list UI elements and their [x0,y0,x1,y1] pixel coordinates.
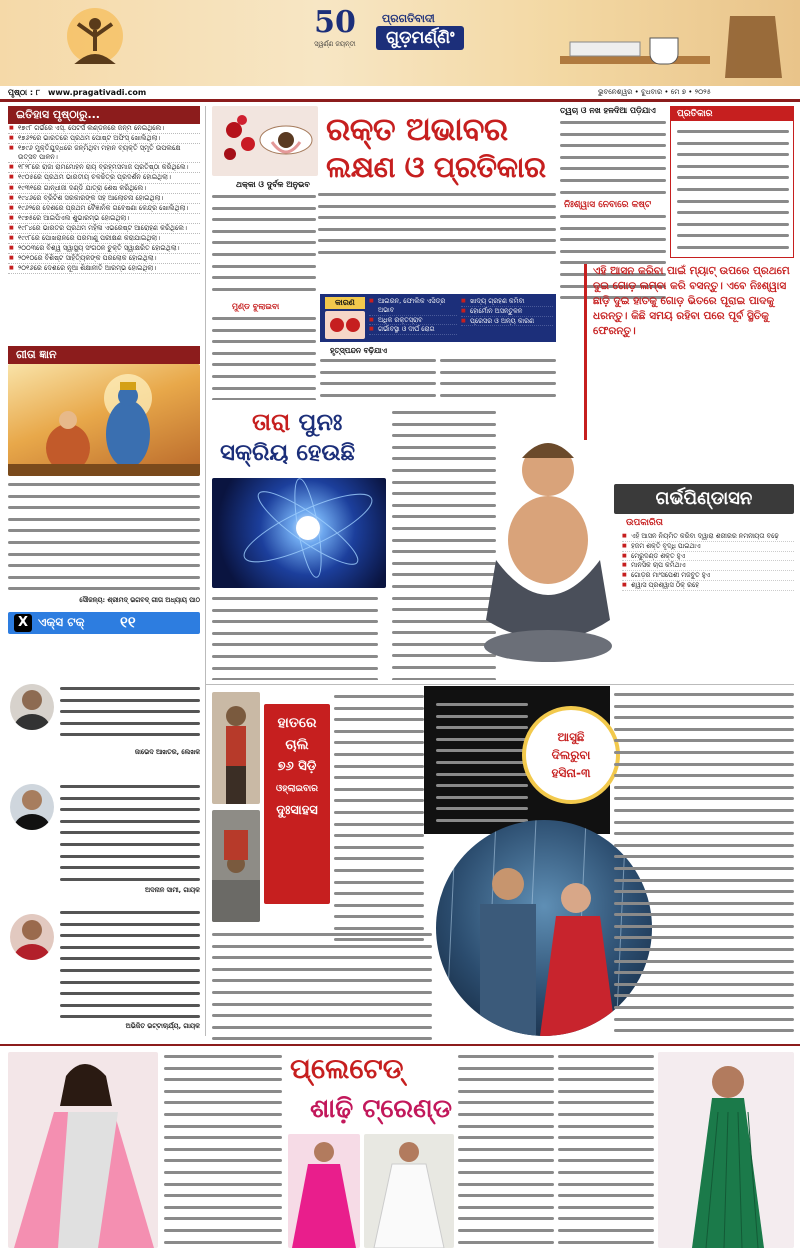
bottom-divider [0,1044,800,1046]
saree-title-line2: ଶାଢ଼ି ଟ୍ରେଣ୍ଡ [310,1094,452,1124]
history-item: ■ ୨୦୧୦ରେ ବିଶିଷ୍ଟ ସାହିତ୍ୟିକଙ୍କ ପରଲୋକ ହୋଇଥିଲା। [8,254,200,264]
quote-signature: ଜାଭେଦ ଆଖତର, ଲେଖକ [134,748,200,756]
heartbeat-text-2 [440,356,556,402]
star-title-word: ପୁନଃ [298,408,343,436]
quote-signature: ଅଦନାନ ସାମୀ, ଗାୟକ [145,886,200,894]
quote-adnan [60,782,200,882]
star-title-word: ତାରା [252,408,291,436]
quote-signature: ଅଭିଜିତ ଭଟ୍ଟାଚାର୍ଯ୍ୟ, ଗାୟକ [125,1022,200,1030]
girl-hands-image-2 [212,810,260,922]
star-title-line1 [252,408,342,436]
remedy-label: ପ୍ରତିକାର [671,107,793,121]
column-divider [205,106,206,1036]
reason-item: ■ ଗର୍ଭାବସ୍ଥା ଓ ଦୀର୍ଘ ରୋଗ [369,325,457,335]
history-item: ■ ୧୯୩୧ରେ ଗାନ୍ଧୀଜୀ ଦଣ୍ଡି ଯାତ୍ରା ଶେଷ କରିଥିଲେ। [8,184,200,194]
stairs-title: ଚାଲି [285,737,309,753]
x-talk-label: ଏକ୍ସ ଟକ୍ [38,615,85,629]
remedy-text [677,127,789,253]
reason-item: ■ ଅଧିକ ରକ୍ତସ୍ରାବ [369,316,457,326]
jubilee-emblem [296,6,374,66]
stairs-title: ହାତରେ [277,715,317,731]
history-item: ■ ୧୯୯୮ରେ ପୋଖରାନରେ ପରମାଣୁ ପରୀକ୍ଷଣ କରାଯାଇଥିଲା। [8,234,200,244]
yoga-silhouette [50,6,140,78]
reason-icon-image [325,311,365,339]
yoga-benefit-label: ଉପକାରିତା [626,518,663,528]
gita-title: ଗୀତା ଜ୍ଞାନ [8,346,200,364]
sub-head-fatigue: ଥକ୍କା ଓ ଦୁର୍ବଳ ଅନୁଭବ [236,180,310,189]
star-text-a [212,594,378,680]
print-color-bar [0,1252,800,1260]
main-title-line1: ରକ୍ତ ଅଭାବର [326,110,508,148]
reason-item: ■ ଆଇରନ, ଫୋଲିକ ଏସିଡ୍‌ର ଅଭାବ [369,297,457,316]
avatar-javed [10,684,54,730]
sub-head-dizziness: ମୁଣ୍ଡ ବୁଲାଇବା [232,302,280,311]
history-item: ■ ୧୭୯୮ ଗର୍ଭରେ ଏସ୍. ପେଟର୍ସ ଲଣ୍ଡନରେ ଜନ୍ମ ନେଇଥିଲେ। [8,124,200,134]
fatigue-text [212,192,316,296]
right-head-skin: ତ୍ୱଚା ଓ ନଖ ହଳଦିଆ ପଡ଼ିଯାଏ [560,106,656,115]
sub-head-heartbeat: ହୃତ୍‌ସ୍ପନ୍ଦନ ବଢ଼ିଯାଏ [330,346,388,355]
film-badge-text: ହସିନା-୩ [551,766,591,780]
film-badge [522,706,620,804]
history-item: ■ ୧୯୭୫ରେ ଆଇପିଏଲ ଶୁଭାରମ୍ଭ ହୋଇଥିଲା। [8,214,200,224]
x-logo-icon: X [14,614,32,632]
yoga-benefits [622,532,794,591]
history-list [8,124,200,340]
stairs-text-b [212,930,432,1040]
stairs-title: ଓହ୍ଲାଇବାର [276,784,318,794]
film-text-right [614,690,794,1038]
main-title-line2: ଲକ୍ଷଣ ଓ ପ୍ରତିକାର [326,150,546,184]
blood-eye-image [212,106,318,176]
emblem-number: 50 [314,5,356,40]
skin-text [560,118,666,196]
star-burst-image [212,478,386,588]
gita-krishna-arjuna-image [8,364,200,476]
section-divider [206,684,794,685]
history-item: ■ ୧୮୨୮ରେ ରାଜା ରାମମୋହନ ରାୟ ବ୍ରହ୍ମସମାଜ ପ୍ରତିଷ୍ଠା କରିଥିଲେ। [8,163,200,173]
emblem-sub: ସ୍ୱର୍ଣ୍ଣ ଜୟନ୍ତୀ [314,40,356,48]
saree-model-left-image [8,1052,158,1248]
history-item: ■ ୧୯୬୨ରେ ଦେଶରେ ପ୍ରଥମ ବୈଜ୍ଞାନିକ ଗବେଷଣା କେନ୍ଦ୍ର ଖୋଲିଥିଲା। [8,204,200,214]
girl-hands-image-1 [212,692,260,804]
reason-item: ■ ଖାଦ୍ୟ ଗ୍ରହଣ କମିବା [461,297,553,307]
quote-abhijeet [60,908,200,1018]
history-item: ■ ୨୦୦୩ରେ ବିଶ୍ୱ ସ୍ୱାସ୍ଥ୍ୟ ସଂଗଠନ ଚୁକ୍ତି ସ୍ୱାକ୍ଷରିତ ହୋଇଥିଲା। [8,244,200,254]
saree-col-a [458,1052,554,1248]
yoga-benefit: ■ ଗୋଡ଼ର ମାଂସପେଶୀ ମଜବୁତ ହୁଏ [622,571,794,581]
x-talk-banner [8,612,200,634]
yoga-title: ଗର୍ଭପିଣ୍ଡାସନ [614,484,794,514]
saree-model-white-image [364,1134,454,1248]
yoga-benefit: ■ ଏହି ଆସନ ନିୟମିତ କରିବା ଦ୍ୱାରା ଶରୀରର ନମନୀୟତା ବଢ଼େ [622,532,794,542]
saree-title-line1: ପ୍ଲେଟେଡ୍ [290,1052,404,1085]
history-title: ଇତିହାସ ପୃଷ୍ଠାରୁ... [8,106,200,124]
main-intro [318,190,556,258]
reason-item: ■ ପ୍ରେସର ଓ ଅନ୍ୟ କାରଣ [461,317,553,327]
avatar-abhijeet [10,914,54,960]
yoga-man-image [470,410,620,680]
stairs-title: ୭୬ ସିଡ଼ି [277,759,317,774]
gita-signature: ସୌଜନ୍ୟ: ଶ୍ରୀମଦ୍ ଭଗବଦ୍ ଗୀତା ଅଧ୍ୟାୟ ପାଠ [79,596,200,604]
yoga-benefit: ■ ମାନସିକ ଚାପ କମିଥାଏ [622,561,794,571]
avatar-adnan [10,784,54,830]
yoga-benefit: ■ ମେରୁଦଣ୍ଡ ଶକ୍ତ ହୁଏ [622,552,794,562]
yoga-benefit: ■ ହଜମ ଶକ୍ତି ବୃଦ୍ଧି ପାଇଥାଏ [622,542,794,552]
dateline: ଭୁବନେଶ୍ୱର • ବୁଧବାର • ମେ ୭ • ୨୦୨୫ [598,88,711,96]
paper-name: ପ୍ରଗତିବାଦୀ [382,12,435,25]
film-text-dark [436,700,528,824]
x-talk-number: ୧୧ [120,613,136,631]
masthead-rule [0,99,800,102]
yoga-benefit: ■ ଶ୍ୱାସ ପ୍ରଶ୍ୱାସ ଠିକ୍ ରହେ [622,581,794,591]
saree-col-b [558,1052,654,1248]
reason-box [320,294,556,342]
dizziness-text [212,314,316,400]
page-number: ପୃଷ୍ଠା : ୮ [8,88,40,97]
history-item: ■ ୧୯୪୬ରେ ବ୍ରିଟିଶ ସରକାରଙ୍କ ସହ ଆଲୋଚନା ହୋଇଥିଲା। [8,194,200,204]
masthead-desk-illustration [560,8,790,82]
film-badge-text: ଆସୁଛି [557,730,585,744]
history-item: ■ ୧୭୬୨ରେ ଭାରତରେ ପ୍ରଥମ ପୋଷ୍ଟ ଅଫିସ୍ ଖୋଲିଥିଲା। [8,134,200,144]
film-badge-text: ଦିଲରୁବା [551,748,591,762]
saree-model-green-image [658,1052,794,1248]
reason-label: କାରଣ [325,297,365,309]
stairs-title: ଦୁଃସାହସ [276,803,318,818]
stairs-text-a [334,692,424,944]
history-item: ■ ୧୯୮୪ରେ ଭାରତର ପ୍ରଥମ ମହିଳା ଏଭରେଷ୍ଟ ଆରୋହଣ କରିଥିଲେ। [8,224,200,234]
history-item: ■ ୨୦୧୬ରେ ଦେଶରେ ନୂଆ ଶିକ୍ଷାନୀତି ଆରମ୍ଭ ହୋଇଥିଲା। [8,264,200,274]
quote-javed [60,684,200,744]
section-title: ଗୁଡ଼ମର୍ଣ୍ଣିଂ [376,26,464,50]
history-item: ■ ୧୯୦୫ରେ ପ୍ରଥମ ଭାରତୀୟ ଚଳଚ୍ଚିତ୍ର ପ୍ରଦର୍ଶନ ହୋଇଥିଲା। [8,173,200,183]
remedy-box [670,106,794,258]
stairs-title-box [264,704,330,904]
history-item: ■ ୧୭୯୬ ମୁକ୍ତିଯୁଦ୍ଧରେ ଜନ୍ମିଥିବା ମହାନ ବ୍ୟକ୍ତି ସ୍ମୃତି ଉପଲକ୍ଷେ ଉତ୍ସବ ପାଳନ। [8,144,200,163]
saree-model-pink-image [288,1134,360,1248]
heartbeat-text [320,356,436,402]
website-link[interactable]: www.pragativadi.com [48,88,147,97]
reason-item: ■ ହୋର୍ମୋନ ଅସନ୍ତୁଳନ [461,307,553,317]
star-title-line2: ସକ୍ରିୟ ହେଉଛି [220,440,356,466]
right-head-breath: ନିଃଶ୍ୱାସ ନେବାରେ କଷ୍ଟ [564,200,652,210]
saree-intro [164,1052,282,1248]
gita-text [8,480,200,592]
yoga-callout-text: ଏହି ଆସନ କରିବା ପାଇଁ ମ୍ୟାଟ୍ ଉପରେ ପ୍ରଥମେ ଦୁଇ ଗୋଡ଼ ଲମ୍ବା କରି ବସନ୍ତୁ। ଏବେ ନିଃଶ୍ୱାସ ଛାଡ଼ି ଦୁଇ ହାତକୁ ଗୋଡ଼ ଭିତରେ ପୂରାଇ ପାଦକୁ ଧରନ୍ତୁ। କିଛି ସମୟ ରହିବା ପରେ ପୂର୍ବ ସ୍ଥିତିକୁ ଫେରନ୍ତୁ। [593,265,790,337]
